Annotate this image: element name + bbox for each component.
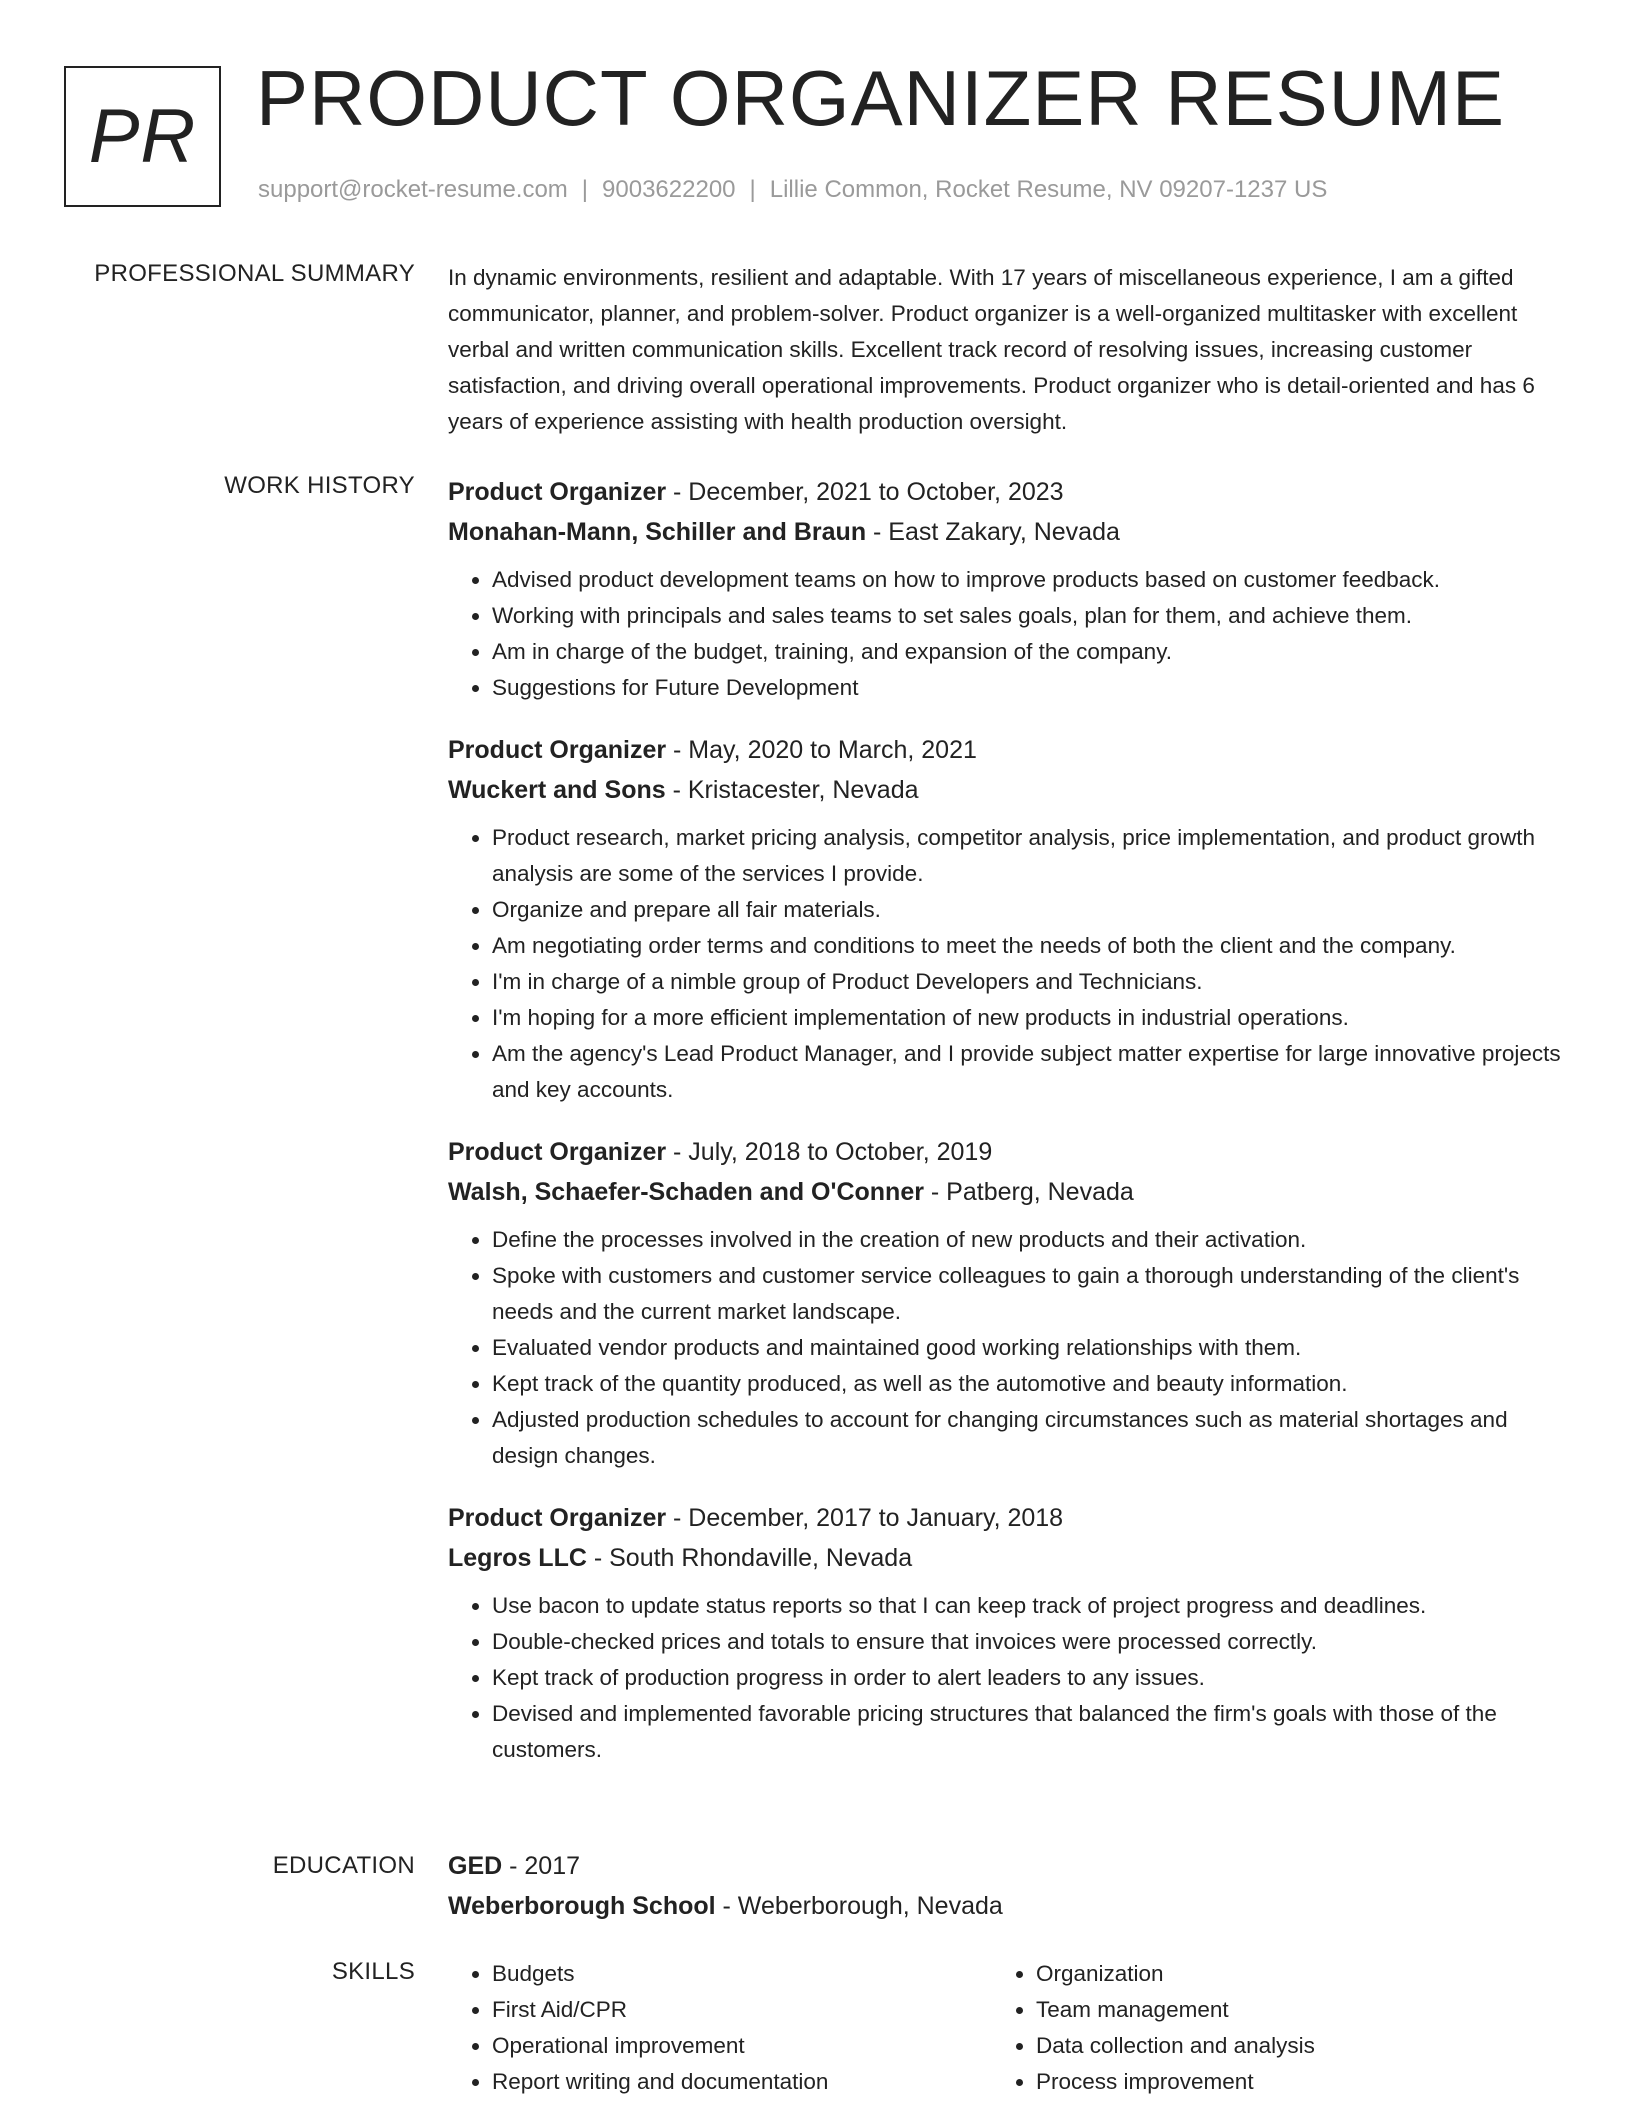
job-bullet: • Double-checked prices and totals to ensure that invoices were processed correctly.: [492, 1624, 1568, 1660]
contact-separator: |: [581, 176, 589, 203]
job-dates: - May, 2020 to March, 2021: [666, 736, 977, 764]
job-title: Product Organizer: [448, 1138, 667, 1166]
job-company-line: [448, 1538, 1568, 1578]
education-school: Weberborough School: [448, 1892, 716, 1920]
work-history-body: [448, 472, 1568, 1792]
job-bullet: • Working with principals and sales teams to set sales goals, plan for them, and achieve them.: [492, 598, 1568, 634]
skills-list-left: [448, 1956, 992, 2100]
summary-text: In dynamic environments, resilient and adaptable. With 17 years of miscellaneous experience, I am a gifted communicator, planner, and problem-solver. Product organizer is a well-organized multitasker with excellent verbal and written communication skills. Excellent track record of resolving issues, increasing customer satisfaction, and driving overall operational improvements. Product organizer who is detail-oriented and has 6 years of experience assisting with health production oversight.: [448, 265, 1535, 434]
job-title-line: [448, 472, 1568, 512]
education-school-line: [448, 1886, 1568, 1926]
job-entry: [448, 1132, 1568, 1474]
job-title-line: [448, 730, 1568, 770]
education-year: - 2017: [502, 1852, 581, 1880]
contact-email[interactable]: support@rocket-resume.com: [258, 176, 568, 203]
job-location: - Kristacester, Nevada: [665, 776, 919, 804]
skills-list-right: [992, 1956, 1536, 2100]
job-bullets: [448, 1588, 1568, 1768]
section-label-summary: PROFESSIONAL SUMMARY: [94, 260, 415, 287]
job-dates: - December, 2017 to January, 2018: [666, 1504, 1064, 1532]
education-location: - Weberborough, Nevada: [715, 1892, 1003, 1920]
education-body: [448, 1846, 1568, 1926]
job-location: - South Rhondaville, Nevada: [586, 1544, 913, 1572]
monogram-box: [64, 66, 221, 207]
skill-item: • Process improvement: [1036, 2064, 1536, 2100]
job-dates: - December, 2021 to October, 2023: [666, 478, 1064, 506]
job-entry: [448, 1498, 1568, 1768]
job-title-line: [448, 1132, 1568, 1172]
job-company-line: [448, 1172, 1568, 1212]
job-bullet: • Organize and prepare all fair materials.: [492, 892, 1568, 928]
job-company-line: [448, 770, 1568, 810]
job-bullet: • Am negotiating order terms and conditions to meet the needs of both the client and the company.: [492, 928, 1568, 964]
education-degree-line: [448, 1846, 1568, 1886]
skill-item: • Data collection and analysis: [1036, 2028, 1536, 2064]
skill-item: • Budgets: [492, 1956, 992, 1992]
job-title: Product Organizer: [448, 1504, 667, 1532]
job-bullet: • Product research, market pricing analysis, competitor analysis, price implementation, and product growth analysis are some of the services I provide.: [492, 820, 1568, 892]
skill-item: • Report writing and documentation: [492, 2064, 992, 2100]
job-bullets: [448, 820, 1568, 1108]
section-label-skills: SKILLS: [331, 1958, 415, 1985]
job-entry: [448, 472, 1568, 706]
job-bullets: [448, 1222, 1568, 1474]
contact-phone[interactable]: 9003622200: [602, 176, 736, 203]
skill-item: • First Aid/CPR: [492, 1992, 992, 2028]
job-bullet: • I'm hoping for a more efficient implementation of new products in industrial operations.: [492, 1000, 1568, 1036]
section-label-education: EDUCATION: [272, 1852, 415, 1879]
monogram-initials: PR: [88, 94, 197, 179]
summary-body: [448, 260, 1568, 440]
job-company: Walsh, Schaefer-Schaden and O'Conner: [448, 1178, 924, 1206]
job-company: Wuckert and Sons: [448, 776, 666, 804]
education-degree: GED: [448, 1852, 503, 1880]
job-bullet: • Use bacon to update status reports so that I can keep track of project progress and deadlines.: [492, 1588, 1568, 1624]
job-bullet: • Define the processes involved in the creation of new products and their activation.: [492, 1222, 1568, 1258]
section-label-work-history: WORK HISTORY: [224, 472, 415, 499]
skill-item: • Team management: [1036, 1992, 1536, 2028]
job-bullet: • Am the agency's Lead Product Manager, and I provide subject matter expertise for large innovative projects and key accounts.: [492, 1036, 1568, 1108]
job-bullet: • Kept track of the quantity produced, as well as the automotive and beauty information.: [492, 1366, 1568, 1402]
job-location: - East Zakary, Nevada: [866, 518, 1120, 546]
job-title-line: [448, 1498, 1568, 1538]
job-bullet: • Kept track of production progress in order to alert leaders to any issues.: [492, 1660, 1568, 1696]
job-dates: - July, 2018 to October, 2019: [666, 1138, 993, 1166]
job-company: Legros LLC: [448, 1544, 587, 1572]
skill-item: • Operational improvement: [492, 2028, 992, 2064]
job-title: Product Organizer: [448, 736, 667, 764]
skill-item: • Organization: [1036, 1956, 1536, 1992]
resume-title: PRODUCT ORGANIZER RESUME: [256, 54, 1505, 142]
job-bullet: • Suggestions for Future Development: [492, 670, 1568, 706]
job-title: Product Organizer: [448, 478, 667, 506]
job-bullets: [448, 562, 1568, 706]
job-company-line: [448, 512, 1568, 552]
job-bullet: • Am in charge of the budget, training, and expansion of the company.: [492, 634, 1568, 670]
contact-address: Lillie Common, Rocket Resume, NV 09207-1237 US: [769, 176, 1328, 203]
contact-line: [258, 176, 1327, 204]
job-bullet: • Advised product development teams on how to improve products based on customer feedback.: [492, 562, 1568, 598]
skills-grid: [448, 1956, 1568, 2100]
job-bullet: • Devised and implemented favorable pricing structures that balanced the firm's goals with those of the customers.: [492, 1696, 1568, 1768]
job-bullet: • I'm in charge of a nimble group of Product Developers and Technicians.: [492, 964, 1568, 1000]
skills-body: [448, 1956, 1568, 2100]
job-bullet: • Spoke with customers and customer service colleagues to gain a thorough understanding of the client's needs and the current market landscape.: [492, 1258, 1568, 1330]
job-bullet: • Adjusted production schedules to account for changing circumstances such as material shortages and design changes.: [492, 1402, 1568, 1474]
contact-separator: |: [749, 176, 756, 203]
job-entry: [448, 730, 1568, 1108]
job-location: - Patberg, Nevada: [923, 1178, 1134, 1206]
job-bullet: • Evaluated vendor products and maintained good working relationships with them.: [492, 1330, 1568, 1366]
job-company: Monahan-Mann, Schiller and Braun: [448, 518, 867, 546]
